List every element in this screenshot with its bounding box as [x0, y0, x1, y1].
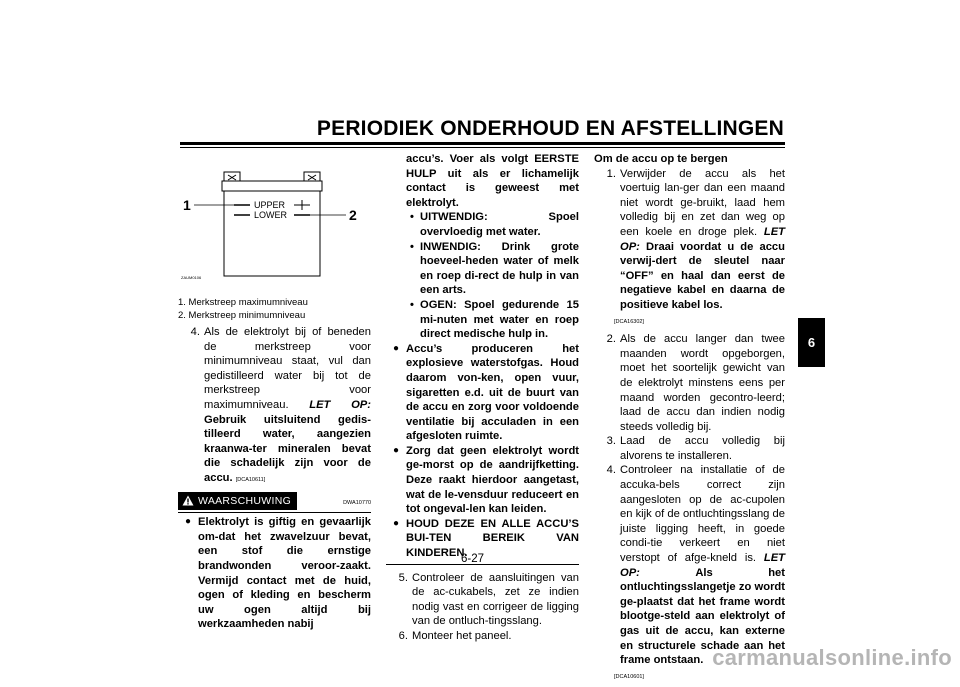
caution-code: [DCA10611]	[235, 476, 266, 483]
warning-continuation: accu’s. Voer als volgt EERSTE HULP uit als er lichamelijk contact is geweest met elektrolyt.	[406, 153, 579, 209]
step-6: 6. Monteer het paneel.	[398, 630, 512, 642]
caution-code: [DCA16302]	[614, 318, 644, 325]
step-4	[178, 325, 371, 488]
step-number: 4.	[190, 326, 200, 338]
figure-code: ZAUM0106	[181, 275, 202, 280]
title-rule-thin	[180, 147, 785, 148]
warning-rule	[178, 512, 371, 513]
caption-1: 1. Merkstreep maximumniveau	[178, 297, 308, 308]
sub-bullet: • OGEN: Spoel gedurende 15 mi-nuten met water en roep direct medische hulp in.	[410, 298, 579, 341]
warning-badge	[178, 492, 297, 511]
step-5: 5. Controleer de aansluitingen van de ac-cukabels, zet ze indien nodig vast en corrigeer de ligging van de ontluch-tingsslang.	[398, 571, 579, 628]
storage-step-3: 3. Laad de accu volledig bij alvorens te installeren.	[606, 435, 785, 462]
warning-bullet: ● HOUD DEZE EN ALLE ACCU’S BUI-TEN BEREIK VAN KINDEREN.	[386, 517, 579, 561]
sub-bullet: • UITWENDIG: Spoel overvloedig met water.	[410, 211, 579, 238]
chapter-tab: 6	[798, 318, 825, 367]
warning-bullet: ● Elektrolyt is giftig en gevaarlijk om-dat het zwavelzuur bevat, een stof die ernstige brandwonden veroor-zaakt. Vermijd contact met de huid, ogen of kleding en bescherm uw ogen altijd bij werkzaamheden nabij	[178, 515, 371, 632]
section-heading: Om de accu op te bergen	[594, 153, 728, 165]
battery-level-diagram	[178, 152, 371, 282]
warning-label: WAARSCHUWING	[198, 494, 292, 507]
bullet-icon: ●	[392, 444, 400, 456]
warning-header	[178, 492, 371, 511]
storage-step-2: 2. Als de accu langer dan twee maanden wordt opgeborgen, moet het soortelijk gewicht van de elektrolyt minstens eens per maand worden gecontro-leerd; laad de accu dan indien nodig steeds volledig bij.	[606, 333, 785, 433]
sub-bullet: • INWENDIG: Drink grote hoeveel-heden water of melk en roep di-rect de hulp in van een arts.	[410, 240, 579, 297]
storage-step-1: 1. Verwijder de accu als het voertuig lan-ger dan een maand niet wordt ge-bruikt, laad hem volledig bij en zet dan weg op een koele en droge plek. LET OP: Draai voordat u de accu verwij-dert de sleutel naar “OFF” en haal dan eerst de negatieve kabel en daarna de positieve kabel los.	[606, 167, 785, 311]
bullet-icon: ●	[392, 342, 400, 354]
caution-text: Gebruik uitsluitend gedis-tilleerd water, aangezien kraanwa-ter mineralen bevat die schadelijk zijn voor de accu.	[204, 413, 371, 484]
letop-label: LET OP:	[309, 398, 371, 411]
warning-bullet: ● Zorg dat geen elektrolyt wordt ge-morst op de aandrijfketting. Deze raakt hierdoor aangetast, wat de le-vensduur reduceert en tot ongeval-len kan leiden.	[386, 444, 579, 517]
title-rule	[180, 142, 785, 145]
page-number: 6-27	[461, 553, 485, 565]
bullet-icon: ●	[392, 517, 400, 529]
letop-label: LET OP:	[620, 552, 785, 579]
step-text: Als de elektrolyt bij of beneden de merkstreep voor minimumniveau staat, vul dan gedistilleerd water bij tot de merkstreep voor maximumniveau.	[204, 326, 371, 411]
bullet-icon: ●	[184, 516, 192, 528]
warning-triangle-icon	[182, 495, 194, 506]
battery-figure	[178, 152, 371, 297]
storage-step-4: 4. Controleer na installatie of de accuka-bels correct zijn aangesloten op de ac-cupolen en kijk of de ontluchtingsslang de juiste ligging heeft, in goede condi-tie verkeert en niet verstopt of afge-kneld is. LET OP: Als het ontluchtingsslangetje zo wordt ge-plaatst dat het frame wordt blootge-steld aan elektrolyt of gas uit de accu, kan externe en structurele schade aan het frame ontstaan.	[606, 464, 785, 667]
column-3	[594, 152, 785, 687]
callout-1: 1	[183, 197, 191, 213]
caption-2: 2. Merkstreep minimumniveau	[178, 309, 306, 321]
letop-label: LET OP:	[620, 225, 785, 253]
callout-2: 2	[349, 207, 357, 223]
page-title: PERIODIEK ONDERHOUD EN AFSTELLINGEN	[316, 117, 784, 140]
column-1	[178, 152, 371, 632]
warning-code: DWA10770	[343, 499, 371, 506]
column-2	[386, 152, 579, 644]
warning-bullet: ● Accu’s produceren het explosieve waterstofgas. Houd daarom von-ken, open vuur, sigaretten e.d. uit de buurt van de accu en zorg voor voldoende ventilatie bij acculaden in een afgesloten ruimte.	[386, 342, 579, 444]
terminal-plus-icon	[308, 175, 316, 180]
upper-label: UPPER	[254, 200, 286, 210]
terminal-minus-icon	[228, 175, 236, 180]
caution-code: [DCA10601]	[614, 673, 644, 680]
watermark: carmanualsonline.info	[712, 645, 952, 670]
lower-label: LOWER	[254, 210, 288, 220]
